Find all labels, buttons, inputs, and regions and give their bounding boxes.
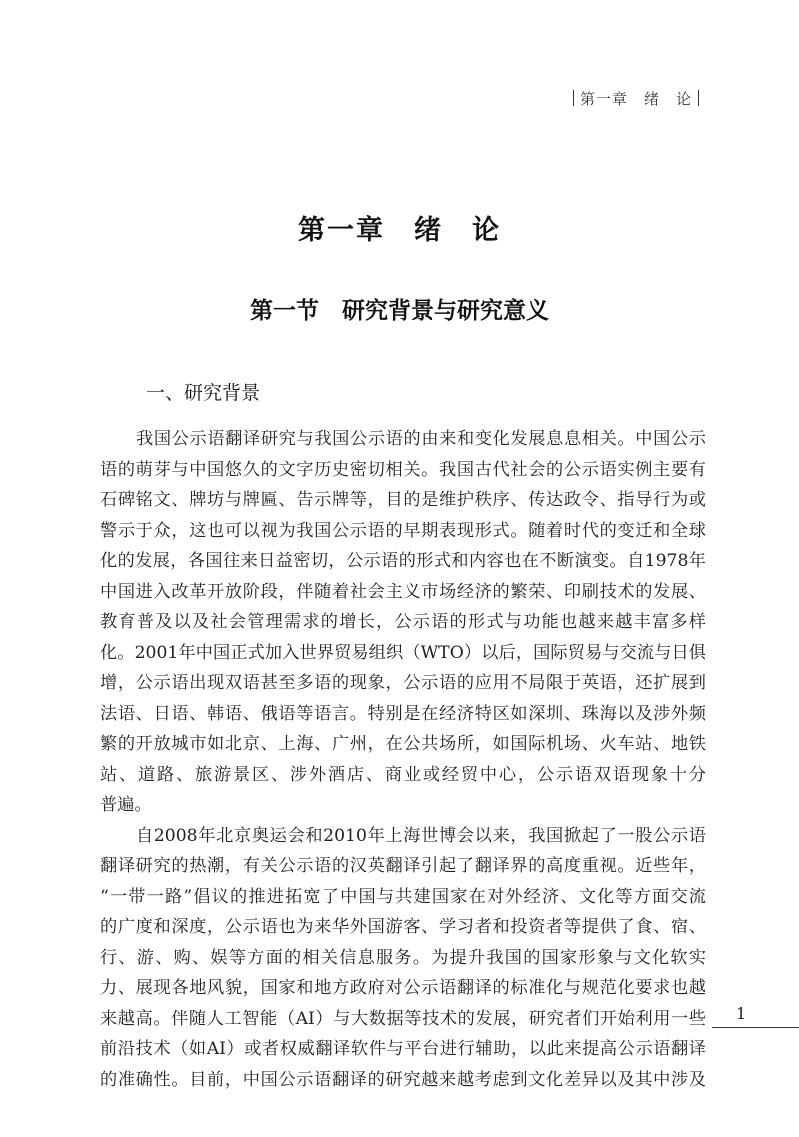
text-line: 翻译研究的热潮，有关公示语的汉英翻译引起了翻译界的高度重视。近些年， bbox=[100, 856, 706, 876]
text-line: 力、展现各地风貌，国家和地方政府对公示语翻译的标准化与规范化要求也越 bbox=[100, 978, 706, 998]
text-line: 教育普及以及社会管理需求的增长，公示语的形式与功能也越来越丰富多样 bbox=[100, 612, 706, 632]
text-line: 繁的开放城市如北京、上海、广州，在公共场所，如国际机场、火车站、地铁 bbox=[100, 734, 706, 754]
body-text bbox=[100, 424, 706, 1095]
text-line: 中国进入改革开放阶段，伴随着社会主义市场经济的繁荣、印刷技术的发展、 bbox=[100, 581, 706, 602]
text-line: 的广度和深度，公示语也为来华外国游客、学习者和投资者等提供了食、宿、 bbox=[100, 917, 706, 937]
text-line: 石碑铭文、牌坊与牌匾、告示牌等，目的是维护秩序、传达政令、指导行为或 bbox=[100, 490, 706, 510]
text-line: 化的发展，各国往来日益密切，公示语的形式和内容也在不断演变。自1978年 bbox=[100, 551, 706, 571]
text-line: 行、游、购、娱等方面的相关信息服务。为提升我国的国家形象与文化软实 bbox=[100, 947, 706, 968]
chapter-title: 第一章 绪 论 bbox=[298, 215, 501, 246]
subsection-title: 一、研究背景 bbox=[146, 382, 261, 404]
text-line: 法语、日语、韩语、俄语等语言。特别是在经济特区如深圳、珠海以及涉外频 bbox=[100, 703, 706, 724]
running-head-text: 第一章 绪 论 bbox=[580, 90, 693, 108]
text-line: 语的萌芽与中国悠久的文字历史密切相关。我国古代社会的公示语实例主要有 bbox=[100, 459, 706, 480]
text-line: 站、道路、旅游景区、涉外酒店、商业或经贸中心，公示语双语现象十分 bbox=[100, 764, 706, 785]
text-line: 警示于众，这也可以视为我国公示语的早期表现形式。随着时代的变迁和全球 bbox=[100, 520, 706, 541]
text-line: 增，公示语出现双语甚至多语的现象，公示语的应用不局限于英语，还扩展到 bbox=[100, 673, 706, 693]
text-line: 前沿技术（如AI）或者权威翻译软件与平台进行辅助，以此来提高公示语翻译 bbox=[100, 1039, 706, 1059]
text-line: 我国公示语翻译研究与我国公示语的由来和变化发展息息相关。中国公示 bbox=[136, 429, 706, 449]
page-number-rule bbox=[712, 1027, 799, 1028]
paragraph bbox=[100, 424, 706, 821]
text-line: 的准确性。目前，中国公示语翻译的研究越来越考虑到文化差异以及其中涉及 bbox=[100, 1069, 706, 1090]
paragraph bbox=[100, 821, 706, 1096]
text-line: “一带一路”倡议的推进拓宽了中国与共建国家在对外经济、文化等方面交流 bbox=[100, 886, 706, 907]
text-line: 化。2001年中国正式加入世界贸易组织（WTO）以后，国际贸易与交流与日俱 bbox=[100, 642, 706, 663]
page-number: 1 bbox=[736, 1004, 747, 1023]
text-line: 来越高。伴随人工智能（AI）与大数据等技术的发展，研究者们开始利用一些 bbox=[100, 1008, 706, 1029]
running-head-right-bar bbox=[698, 90, 699, 106]
running-head bbox=[573, 88, 699, 109]
text-line: 自2008年北京奥运会和2010年上海世博会以来，我国掀起了一股公示语 bbox=[136, 825, 706, 846]
text-line: 普遍。 bbox=[100, 795, 152, 815]
section-title: 第一节 研究背景与研究意义 bbox=[250, 297, 549, 324]
